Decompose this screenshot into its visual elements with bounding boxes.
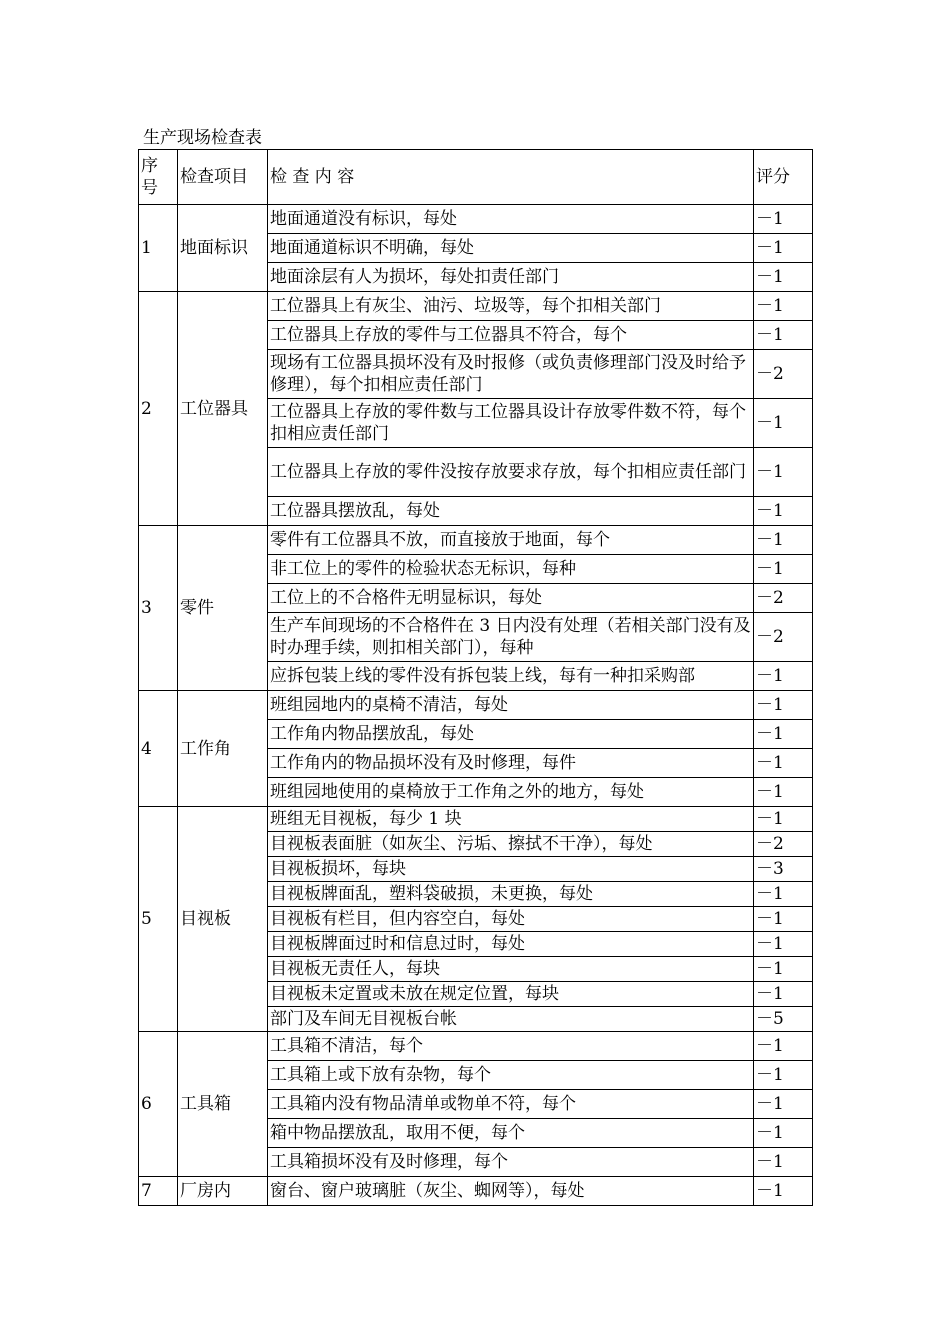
row-content: 地面通道标识不明确，每处: [268, 234, 754, 263]
row-content: 生产车间现场的不合格件在 3 日内没有处理（若相关部门没有及时办理手续，则扣相关部门），每种: [268, 613, 754, 662]
row-content: 班组园地内的桌椅不清洁，每处: [268, 691, 754, 720]
row-score: －1: [754, 526, 813, 555]
row-content: 目视板未定置或未放在规定位置，每块: [268, 982, 754, 1007]
group-item: 地面标识: [178, 205, 268, 292]
row-score: －1: [754, 662, 813, 691]
row-score: －1: [754, 1032, 813, 1061]
header-score: 评分: [754, 150, 813, 205]
row-score: －1: [754, 205, 813, 234]
row-score: －1: [754, 234, 813, 263]
row-score: －2: [754, 613, 813, 662]
row-content: 目视板损坏，每块: [268, 857, 754, 882]
table-row: [139, 691, 813, 720]
row-score: －1: [754, 749, 813, 778]
group-item: 厂房内: [178, 1177, 268, 1206]
header-seq: 序号: [139, 150, 178, 205]
row-content: 工作角内物品摆放乱，每处: [268, 720, 754, 749]
row-content: 非工位上的零件的检验状态无标识，每种: [268, 555, 754, 584]
row-score: －1: [754, 448, 813, 497]
row-content: 目视板牌面过时和信息过时，每处: [268, 932, 754, 957]
row-content: 工具箱不清洁，每个: [268, 1032, 754, 1061]
row-score: －2: [754, 832, 813, 857]
row-content: 工位器具上存放的零件数与工位器具设计存放零件数不符，每个扣相应责任部门: [268, 399, 754, 448]
group-item: 工作角: [178, 691, 268, 807]
group-seq: 4: [139, 691, 178, 807]
table-row: [139, 205, 813, 234]
row-score: －1: [754, 1119, 813, 1148]
row-content: 工具箱内没有物品清单或物单不符，每个: [268, 1090, 754, 1119]
row-score: －2: [754, 350, 813, 399]
row-score: －2: [754, 584, 813, 613]
row-score: －1: [754, 399, 813, 448]
row-content: 班组园地使用的桌椅放于工作角之外的地方，每处: [268, 778, 754, 807]
inspection-table: [138, 149, 813, 1206]
row-score: －1: [754, 497, 813, 526]
group-seq: 3: [139, 526, 178, 691]
row-score: －1: [754, 555, 813, 584]
table-row: [139, 292, 813, 321]
row-score: －1: [754, 1177, 813, 1206]
row-content: 目视板表面脏（如灰尘、污垢、擦拭不干净），每处: [268, 832, 754, 857]
row-content: 工具箱损坏没有及时修理，每个: [268, 1148, 754, 1177]
row-content: 箱中物品摆放乱，取用不便，每个: [268, 1119, 754, 1148]
group-item: 工位器具: [178, 292, 268, 526]
row-content: 现场有工位器具损坏没有及时报修（或负责修理部门没及时给予修理），每个扣相应责任部门: [268, 350, 754, 399]
row-score: －1: [754, 720, 813, 749]
row-score: －1: [754, 957, 813, 982]
header-content: 检 查 内 容: [268, 150, 754, 205]
row-content: 班组无目视板，每少 1 块: [268, 807, 754, 832]
row-content: 部门及车间无目视板台帐: [268, 1007, 754, 1032]
row-score: －5: [754, 1007, 813, 1032]
row-content: 目视板牌面乱，塑料袋破损，未更换，每处: [268, 882, 754, 907]
document-title: 生产现场检查表: [143, 128, 262, 148]
row-content: 窗台、窗户玻璃脏（灰尘、蜘网等），每处: [268, 1177, 754, 1206]
row-content: 工具箱上或下放有杂物，每个: [268, 1061, 754, 1090]
row-content: 目视板有栏目，但内容空白，每处: [268, 907, 754, 932]
row-score: －1: [754, 778, 813, 807]
row-content: 工作角内的物品损坏没有及时修理，每件: [268, 749, 754, 778]
row-content: 工位器具上存放的零件与工位器具不符合，每个: [268, 321, 754, 350]
header-item: 检查项目: [178, 150, 268, 205]
row-score: －1: [754, 1090, 813, 1119]
row-content: 工位器具上存放的零件没按存放要求存放，每个扣相应责任部门: [268, 448, 754, 497]
row-score: －1: [754, 982, 813, 1007]
group-seq: 6: [139, 1032, 178, 1177]
row-score: －1: [754, 907, 813, 932]
row-score: －1: [754, 807, 813, 832]
row-score: －1: [754, 321, 813, 350]
group-seq: 5: [139, 807, 178, 1032]
row-score: －3: [754, 857, 813, 882]
row-content: 工位上的不合格件无明显标识，每处: [268, 584, 754, 613]
row-score: －1: [754, 1148, 813, 1177]
table-row: [139, 1177, 813, 1206]
row-content: 地面通道没有标识，每处: [268, 205, 754, 234]
row-score: －1: [754, 292, 813, 321]
table-row: [139, 526, 813, 555]
group-item: 工具箱: [178, 1032, 268, 1177]
row-score: －1: [754, 691, 813, 720]
group-item: 目视板: [178, 807, 268, 1032]
row-score: －1: [754, 263, 813, 292]
group-item: 零件: [178, 526, 268, 691]
table-row: [139, 1032, 813, 1061]
row-score: －1: [754, 932, 813, 957]
row-content: 工位器具摆放乱，每处: [268, 497, 754, 526]
row-content: 目视板无责任人，每块: [268, 957, 754, 982]
row-score: －1: [754, 1061, 813, 1090]
row-content: 工位器具上有灰尘、油污、垃圾等，每个扣相关部门: [268, 292, 754, 321]
row-score: －1: [754, 882, 813, 907]
table-header-row: [139, 150, 813, 205]
group-seq: 7: [139, 1177, 178, 1206]
row-content: 地面涂层有人为损坏，每处扣责任部门: [268, 263, 754, 292]
group-seq: 2: [139, 292, 178, 526]
table-row: [139, 807, 813, 832]
group-seq: 1: [139, 205, 178, 292]
row-content: 应拆包装上线的零件没有拆包装上线，每有一种扣采购部: [268, 662, 754, 691]
row-content: 零件有工位器具不放，而直接放于地面，每个: [268, 526, 754, 555]
